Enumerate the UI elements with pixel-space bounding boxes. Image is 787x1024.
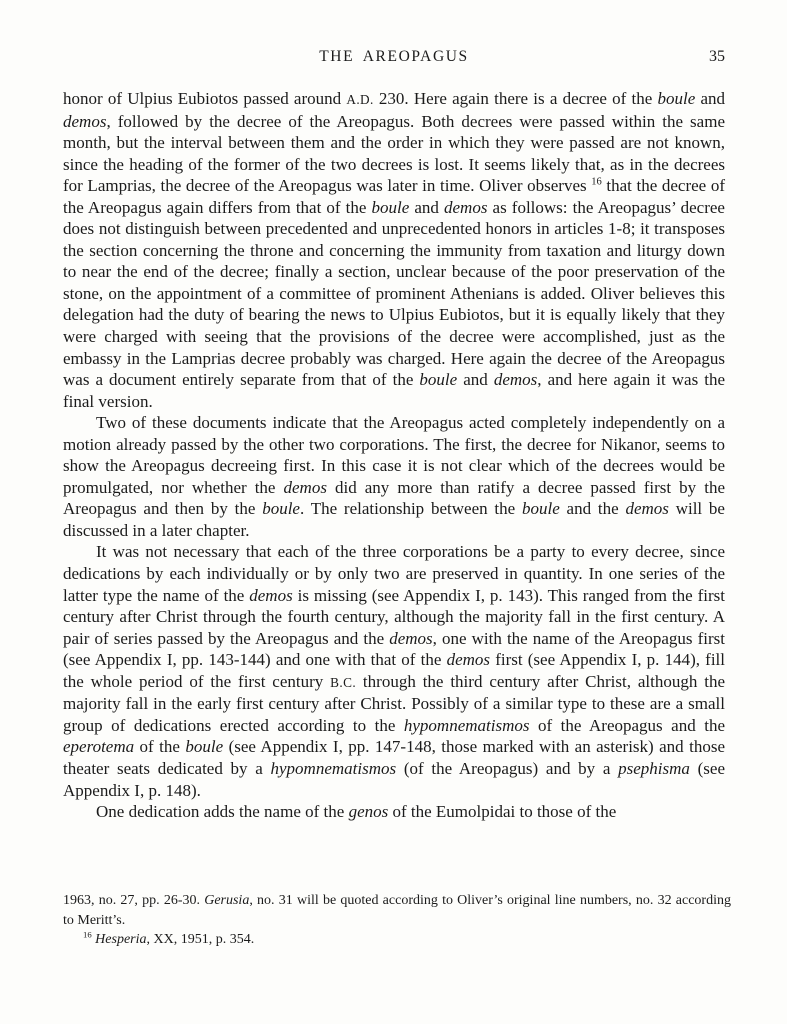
- text-run-normal: , one with the name of the Areopagus first (see Appendix I, pp. 143-144) and one with that of the: [63, 628, 725, 670]
- text-run-normal: is missing (see Appendix I, p. 143). This ranged from the first century after Christ through the fourth century, although the majority fall in the first century. A pair of series passed by the Areopagus and the: [63, 585, 725, 648]
- footnote: [63, 930, 731, 950]
- text-run-normal: through the third century after Christ, although the majority fall in the early first century after Christ. Possibly of a similar type to these are a small group of dedications erected according to the: [63, 671, 725, 735]
- text-run-normal: as follows: the Areopagus’ decree does not distinguish between precedented and unprecedented honors in articles 1-8; it transposes the section concerning the throne and concerning the immunity from taxation and liturgy down to near the end of the decree; finally a section, unclear because of the poor preservation of the stone, on the appointment of a committee of prominent Athenians is added. Oliver believes this delegation had the duty of bearing the news to Ulpius Eubiotos, but it is equally likely that they were charged with seeing that the provisions of the decree were accomplished, just as the embassy in the Lamprias decree probably was charged. Here again the decree of the Areopagus was a document entirely separate from that of the: [63, 197, 725, 390]
- text-run-normal: did any more than ratify a decree passed first by the Areopagus and then by the: [63, 477, 725, 519]
- text-run-caps: A.D.: [346, 92, 374, 107]
- text-run-italic: eperotema: [63, 737, 135, 757]
- text-run-italic: Hesperia: [95, 932, 147, 947]
- paragraph: [63, 541, 725, 801]
- text-run-normal: (see Appendix I, p. 148).: [63, 758, 725, 800]
- page-number: 35: [709, 48, 725, 65]
- text-run-normal: , no. 31 will be quoted according to Oliver’s original line numbers, no. 32 according to Meritt’s.: [63, 893, 731, 928]
- text-run-normal: 1963, no. 27, pp. 26-30.: [63, 893, 205, 908]
- text-run-normal: of the: [134, 737, 186, 757]
- text-run-normal: and the: [559, 499, 626, 519]
- text-run-normal: . The relationship between the: [299, 499, 522, 519]
- text-run-normal: first (see Appendix I, p. 144), fill the whole period of the first century: [63, 650, 725, 691]
- running-head: [63, 48, 725, 70]
- text-run-italic: boule: [371, 197, 410, 217]
- text-run-normal: Two of these documents indicate that the Areopagus acted completely independently on a motion already passed by the other two corporations. The first, the decree for Nikanor, seems to show the Areopagus decreeing first. In this case it is not clear which of the decrees would be promulgated, nor whether the: [63, 413, 725, 497]
- text-run-normal: honor of Ulpius Eubiotos passed around: [63, 89, 347, 108]
- text-run-caps: B.C.: [330, 674, 357, 690]
- text-run-sup: 16: [591, 176, 602, 188]
- text-run-italic: boule: [657, 89, 696, 108]
- text-run-normal: that the decree of the Areopagus again differs from that of the: [63, 176, 726, 217]
- text-run-normal: One dedication adds the name of the: [96, 802, 349, 822]
- text-run-italic: demos: [444, 197, 488, 217]
- text-run-sup: 16: [83, 929, 92, 940]
- text-run-italic: demos: [446, 650, 491, 670]
- text-run-italic: boule: [262, 499, 300, 519]
- text-run-normal: It was not necessary that each of the three corporations be a party to every decree, since dedications by each individually or by only two are preserved in quantity. In one series of the latter type the name of the: [63, 542, 725, 605]
- page-title: THE AREOPAGUS: [319, 48, 469, 65]
- text-run-italic: boule: [419, 370, 458, 390]
- text-run-italic: demos: [249, 585, 293, 605]
- text-run-normal: and: [457, 370, 494, 390]
- text-run-normal: , and here again it was the final version.: [63, 370, 726, 411]
- text-run-italic: demos: [389, 628, 433, 648]
- text-run-normal: and: [695, 89, 726, 108]
- paragraph: [63, 801, 725, 823]
- text-run-italic: psephisma: [618, 758, 690, 778]
- text-run-italic: demos: [493, 370, 538, 390]
- text-run-italic: demos: [625, 499, 669, 519]
- text-run-normal: and: [409, 197, 444, 217]
- text-run-normal: of the Areopagus and the: [529, 715, 725, 735]
- text-run-italic: Gerusia: [204, 893, 250, 908]
- text-run-italic: genos: [348, 802, 389, 822]
- text-run-normal: of the Eumolpidai to those of the: [388, 802, 617, 822]
- text-run-italic: demos: [63, 111, 107, 131]
- text-run-italic: demos: [283, 477, 327, 497]
- text-run-italic: boule: [521, 499, 560, 519]
- body-text: [63, 88, 725, 823]
- text-run-normal: (of the Areopagus) and by a: [396, 758, 619, 778]
- text-run-normal: 230. Here again there is a decree of the: [373, 89, 658, 108]
- text-run-italic: boule: [185, 737, 224, 757]
- paragraph: [63, 88, 725, 412]
- text-run-normal: (see Appendix I, pp. 147-148, those marked with an asterisk) and those theater seats dedicated by a: [63, 737, 725, 778]
- paragraph: [63, 412, 725, 541]
- text-run-normal: , followed by the decree of the Areopagus. Both decrees were passed within the same month, but the interval between them and the order in which they were passed are not known, since the heading of the former of the two decrees is lost. It seems likely that, as in the decrees for Lamprias, the decree of the Areopagus was later in time. Oliver observes: [63, 111, 725, 196]
- footnotes: [63, 891, 731, 950]
- text-run-italic: hypomnematismos: [270, 758, 397, 778]
- text-run-normal: will be discussed in a later chapter.: [63, 499, 725, 540]
- footnote: [63, 891, 731, 930]
- text-run-normal: , XX, 1951, p. 354.: [146, 932, 255, 947]
- text-run-italic: hypomnematismos: [403, 715, 530, 735]
